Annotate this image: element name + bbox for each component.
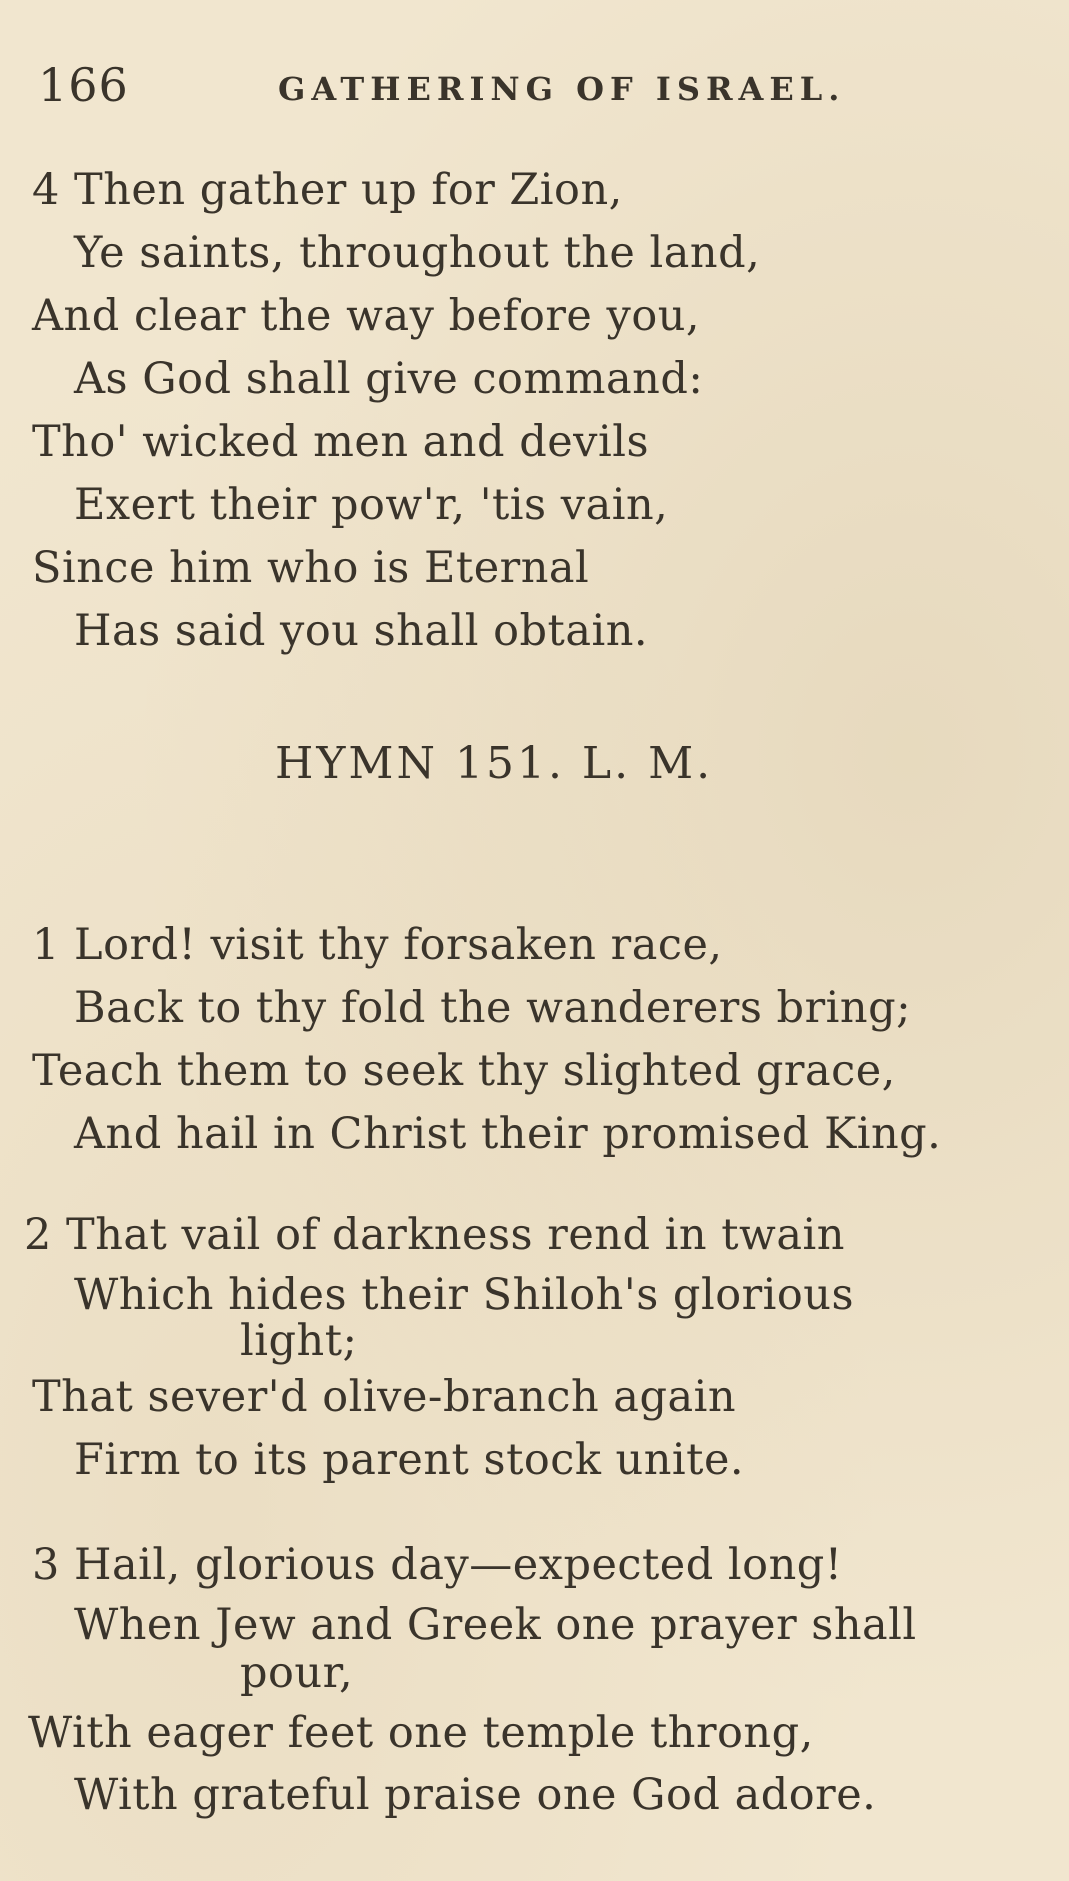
verse-line: pour, <box>240 1648 354 1698</box>
page-header <box>38 58 1028 118</box>
verse-line: light; <box>240 1316 358 1366</box>
verse-line: With eager feet one temple throng, <box>28 1708 814 1758</box>
verse-line: 2 That vail of darkness rend in twain <box>24 1210 845 1260</box>
verse-line: Has said you shall obtain. <box>74 606 649 656</box>
verse-line: When Jew and Greek one prayer shall <box>74 1600 917 1650</box>
verse-line: And hail in Christ their promised King. <box>74 1109 942 1159</box>
hymn-title: HYMN 151. L. M. <box>275 738 714 789</box>
verse-line: 3 Hail, glorious day—expected long! <box>32 1540 843 1590</box>
verse-line: Since him who is Eternal <box>32 543 590 593</box>
verse-line: Ye saints, throughout the land, <box>74 228 761 278</box>
verse-line: Tho' wicked men and devils <box>32 417 650 467</box>
verse-line: And clear the way before you, <box>32 291 701 341</box>
page-number: 166 <box>38 58 129 112</box>
verse-line: Firm to its parent stock unite. <box>74 1435 745 1485</box>
verse-line: That sever'd olive-branch again <box>32 1372 737 1422</box>
verse-line: Teach them to seek thy slighted grace, <box>32 1046 896 1096</box>
verse-line: 4 Then gather up for Zion, <box>32 165 623 215</box>
verse-line: Which hides their Shiloh's glorious <box>74 1270 855 1320</box>
verse-line: As God shall give command: <box>74 354 704 404</box>
verse-line: With grateful praise one God adore. <box>74 1770 877 1820</box>
verse-line: Exert their pow'r, 'tis vain, <box>74 480 669 530</box>
running-head: GATHERING OF ISRAEL. <box>278 70 846 108</box>
verse-line: Back to thy fold the wanderers bring; <box>74 983 912 1033</box>
verse-line: 1 Lord! visit thy forsaken race, <box>32 920 723 970</box>
